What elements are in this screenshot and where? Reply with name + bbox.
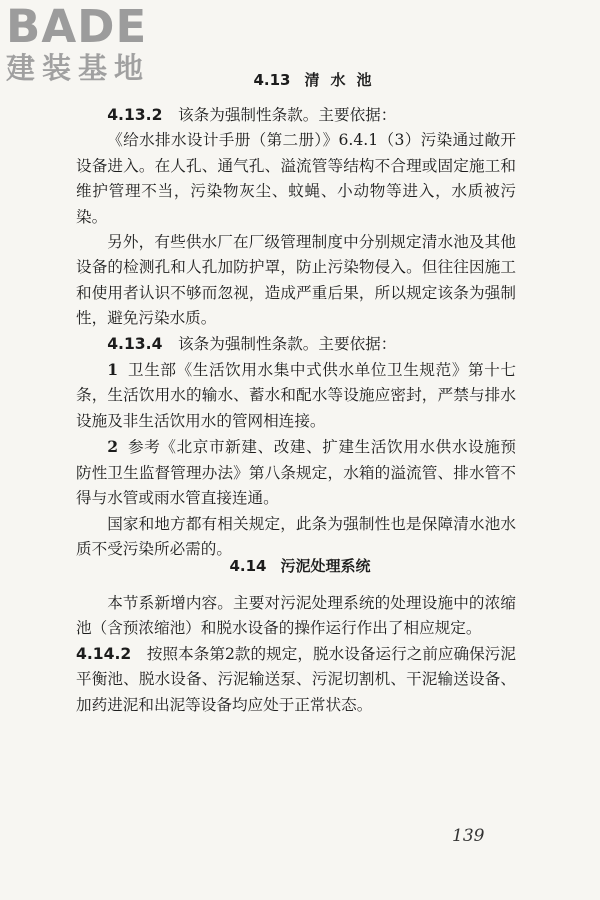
logo-letter-b: B xyxy=(6,0,42,53)
section-title-text: 清水池 xyxy=(304,71,383,89)
clause-text: 按照本条第2款的规定，脱水设备运行之前应确保污泥平衡池、脱水设备、污泥输送泵、污泥切割机、干泥输送设备、加药进泥和出泥等设备均应处于正常状态。 xyxy=(76,644,516,714)
clause-number: 4.13.2 xyxy=(107,106,163,124)
section-title-4-14 xyxy=(0,556,600,576)
page-number: 139 xyxy=(452,826,485,846)
body-paragraph: 《给水排水设计手册（第二册）》6.4.1（3）污染通过敞开设备进入。在人孔、通气孔、溢流管等结构不合理或固定施工和维护管理不当，污染物灰尘、蚊蝇、小动物等进入，水质被污染。 xyxy=(76,131,516,226)
logo-letter-e: E xyxy=(115,0,148,53)
clause-paragraph xyxy=(76,103,516,128)
logo-subtitle: 建装基地 xyxy=(6,51,151,85)
list-item-paragraph xyxy=(76,434,516,511)
clause-text: 该条为强制性条款。主要依据： xyxy=(178,334,397,353)
section-title-text: 污泥处理系统 xyxy=(280,557,371,575)
clause-text: 该条为强制性条款。主要依据： xyxy=(178,106,397,124)
list-item-text: 卫生部《生活饮用水集中式供水单位卫生规范》第十七条，生活饮用水的输水、蓄水和配水等设施应密封，严禁与排水设施及非生活饮用水的管网相连接。 xyxy=(76,361,516,430)
logo-letters xyxy=(6,0,182,53)
section-4-13-body xyxy=(76,103,516,562)
clause-number: 4.14.2 xyxy=(76,644,132,663)
clause-paragraph xyxy=(76,332,516,357)
section-number: 4.14 xyxy=(229,557,267,575)
logo-letter-a: A xyxy=(41,0,78,53)
body-paragraph: 另外，有些供水厂在厂级管理制度中分别规定清水池及其他设备的检测孔和人孔加防护罩，防止污染物侵入。但往往因施工和使用者认识不够而忽视，造成严重后果，所以规定该条为强制性，避免污染水质。 xyxy=(76,233,516,328)
list-item-paragraph xyxy=(76,357,516,434)
list-item-text: 参考《北京市新建、改建、扩建生活饮用水供水设施预防性卫生监督管理办法》第八条规定，水箱的溢流管、排水管不得与水管或雨水管直接连通。 xyxy=(76,438,516,508)
section-number: 4.13 xyxy=(253,71,291,89)
clause-paragraph xyxy=(76,642,516,718)
logo-letter-d: D xyxy=(77,0,116,53)
clause-number: 4.13.4 xyxy=(107,334,163,353)
list-item-number: 2 xyxy=(107,437,119,457)
body-paragraph: 本节系新增内容。主要对污泥处理系统的处理设施中的浓缩池（含预浓缩池）和脱水设备的操作运行作出了相应规定。 xyxy=(76,594,516,638)
list-item-number: 1 xyxy=(107,360,119,380)
section-4-14-body xyxy=(76,591,516,718)
section-title-4-13 xyxy=(18,70,600,90)
body-paragraph: 国家和地方都有相关规定，此条为强制性也是保障清水池水质不受污染所必需的。 xyxy=(76,514,516,558)
